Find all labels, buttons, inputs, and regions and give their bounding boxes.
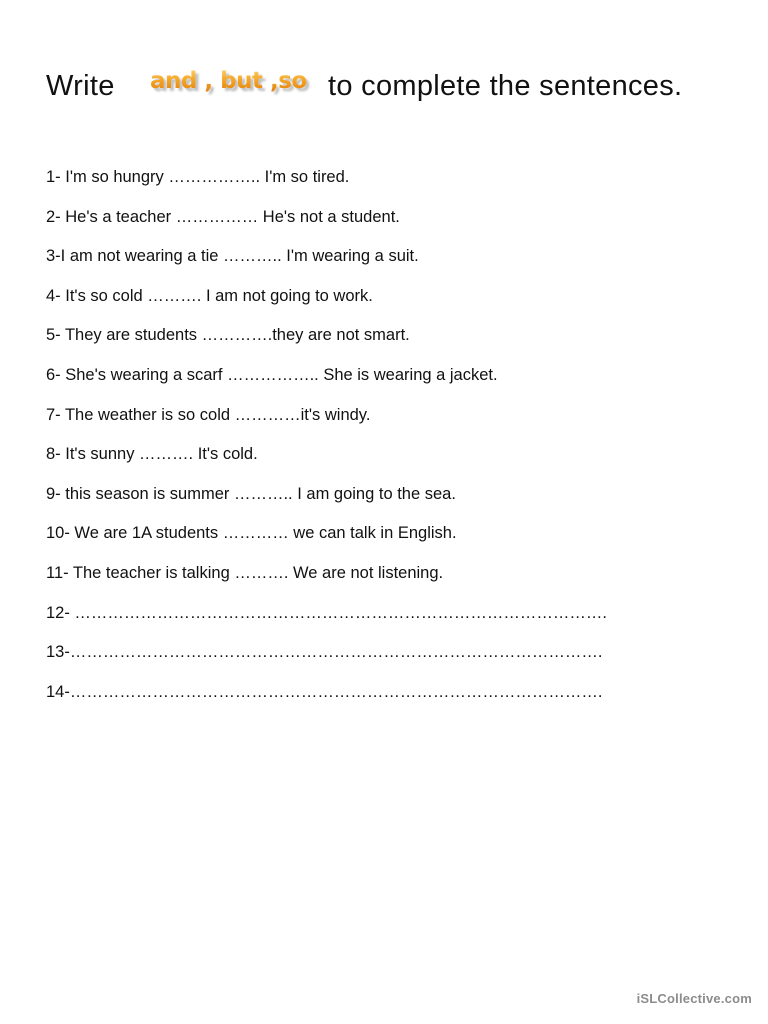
sentence-item: 11- The teacher is talking ………. We are not listening.	[46, 563, 444, 582]
sentence-item: 9- this season is summer ……….. I am going to the sea.	[46, 484, 456, 503]
sentence-item: 3-I am not wearing a tie ……….. I'm wearing a suit.	[46, 247, 419, 266]
blank-line-item: 14-…………………………………………………………………………………….	[46, 682, 603, 701]
sentence-item: 6- She's wearing a scarf …………….. She is wearing a jacket.	[46, 365, 498, 384]
footer-watermark: iSLCollective.com	[636, 991, 752, 1006]
sentence-item: 10- We are 1A students ………… we can talk in English.	[46, 524, 457, 543]
blank-line-item: 12- …………………………………………………………………………………….	[46, 603, 608, 622]
sentence-item: 8- It's sunny ………. It's cold.	[46, 445, 258, 464]
worksheet-title	[46, 64, 746, 114]
sentence-item: 4- It's so cold ………. I am not going to work.	[46, 286, 373, 305]
title-suffix: to complete the sentences.	[328, 70, 683, 102]
sentence-item: 7- The weather is so cold …………it's windy.	[46, 405, 371, 424]
wordart-conjunctions: and , but ,so	[150, 68, 307, 94]
sentence-list	[46, 163, 607, 717]
sentence-item: 1- I'm so hungry …………….. I'm so tired.	[46, 168, 350, 186]
sentence-item: 5- They are students ………….they are not smart.	[46, 326, 410, 345]
sentence-item: 2- He's a teacher …………… He's not a student.	[46, 207, 400, 226]
title-prefix: Write	[46, 70, 115, 102]
blank-line-item: 13-…………………………………………………………………………………….	[46, 643, 603, 662]
